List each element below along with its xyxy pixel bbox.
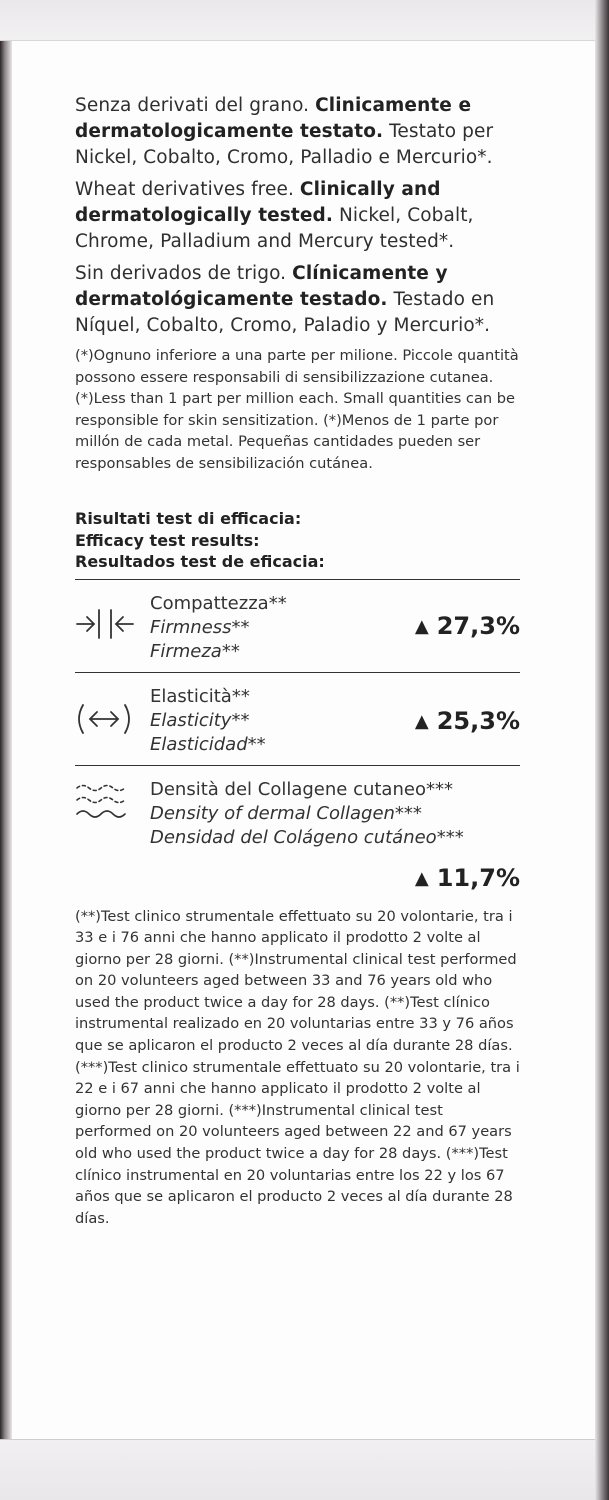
- claims-block: [75, 93, 520, 339]
- metric-collagen: [75, 766, 520, 906]
- package-left-edge: [0, 0, 12, 1500]
- metric-label-en: Elasticity**: [150, 709, 250, 731]
- claim-italian: [75, 93, 520, 171]
- metric-labels: [150, 592, 287, 664]
- claim-it-rest: Testato per Nickel, Cobalto, Cromo, Palladio e Mercurio*.: [75, 121, 494, 168]
- metric-label-en: Firmness**: [150, 616, 250, 638]
- claim-es-bold: Clínicamente y dermatológicamente testado.: [75, 263, 448, 310]
- claim-en-bold: Clinically and dermatologically tested.: [75, 179, 441, 226]
- collagen-waves-icon: [75, 780, 137, 832]
- metric-label-es: Firmeza**: [150, 640, 240, 662]
- metals-footnote: (*)Ognuno inferiore a una parte per milione. Piccole quantità possono essere responsabili di sensibilizzazione cutanea. (*)Less than 1 part per million each. Small quantities can be responsible for skin sensitization. (*)Menos de 1 parte por millón de cada metal. Pequeñas cantidades pueden ser responsables de sensibilización cutánea.: [75, 347, 519, 472]
- results-heading-es: Resultados test de eficacia:: [75, 552, 325, 571]
- metric-label-es: Elasticidad**: [150, 733, 266, 755]
- metric-label-es: Densidad del Colágeno cutáneo***: [150, 826, 464, 848]
- metric-value: [415, 612, 520, 640]
- metric-labels: [150, 685, 266, 757]
- claim-en-plain: Wheat derivatives free.: [75, 179, 300, 200]
- package-bottom-flap: [0, 1439, 609, 1500]
- package-top-flap: [0, 0, 609, 41]
- increase-triangle-icon: ▲: [414, 710, 429, 732]
- claim-en-rest: Nickel, Cobalt, Chrome, Palladium and Mercury tested*.: [75, 205, 474, 252]
- increase-triangle-icon: ▲: [414, 867, 429, 889]
- metric-label-it: Elasticità**: [150, 685, 250, 707]
- increase-triangle-icon: ▲: [414, 615, 429, 637]
- metric-value-text: 11,7%: [436, 863, 520, 892]
- claim-english: [75, 177, 520, 255]
- label-content: [75, 93, 520, 1229]
- package-right-edge: [595, 0, 609, 1500]
- metric-value: [415, 707, 520, 735]
- metric-firmness: [75, 580, 520, 672]
- results-heading-en: Efficacy test results:: [75, 530, 260, 550]
- metric-labels: [150, 778, 464, 850]
- metric-value-text: 25,3%: [436, 706, 520, 735]
- claim-spanish: [75, 261, 520, 339]
- claim-it-plain: Senza derivati del grano.: [75, 95, 316, 116]
- metric-label-it: Densità del Collagene cutaneo***: [150, 778, 453, 800]
- metric-label-en: Density of dermal Collagen***: [150, 802, 422, 824]
- metric-value: [415, 864, 520, 892]
- firmness-arrows-icon: [75, 604, 137, 650]
- metric-value-text: 27,3%: [436, 611, 520, 640]
- metric-label-it: Compattezza**: [150, 592, 287, 614]
- results-heading: [75, 508, 520, 573]
- results-heading-it: Risultati test di efficacia:: [75, 509, 302, 528]
- claim-es-plain: Sin derivados de trigo.: [75, 263, 293, 284]
- claim-it-bold: Clinicamente e dermatologicamente testato.: [75, 95, 472, 142]
- clinical-test-notes: (**)Test clinico strumentale effettuato su 20 volontarie, tra i 33 e i 76 anni che hanno applicato il prodotto 2 volte al giorno per 28 giorni. (**)Instrumental clinical test performed on 20 volunteers aged between 33 and 76 years old who used the product twice a day for 28 days. (**)Test clínico instrumental realizado en 20 voluntarias entre 33 y 76 años que se aplicaron el producto 2 veces al día durante 28 días. (***)Test clinico strumentale effettuato su 20 volontarie, tra i 22 e i 67 anni che hanno applicato il prodotto 2 volte al giorno per 28 giorni. (***)Instrumental clinical test performed on 20 volunteers aged between 22 and 67 years old who used the product twice a day for 28 days. (***)Test clínico instrumental en 20 voluntarias entre los 22 y los 67 años que se aplicaron el producto 2 veces al día durante 28 días.: [75, 907, 520, 1227]
- metric-elasticity: [75, 673, 520, 765]
- elasticity-arrows-icon: [75, 699, 137, 745]
- claim-es-rest: Testado en Níquel, Cobalto, Cromo, Paladio y Mercurio*.: [75, 289, 495, 336]
